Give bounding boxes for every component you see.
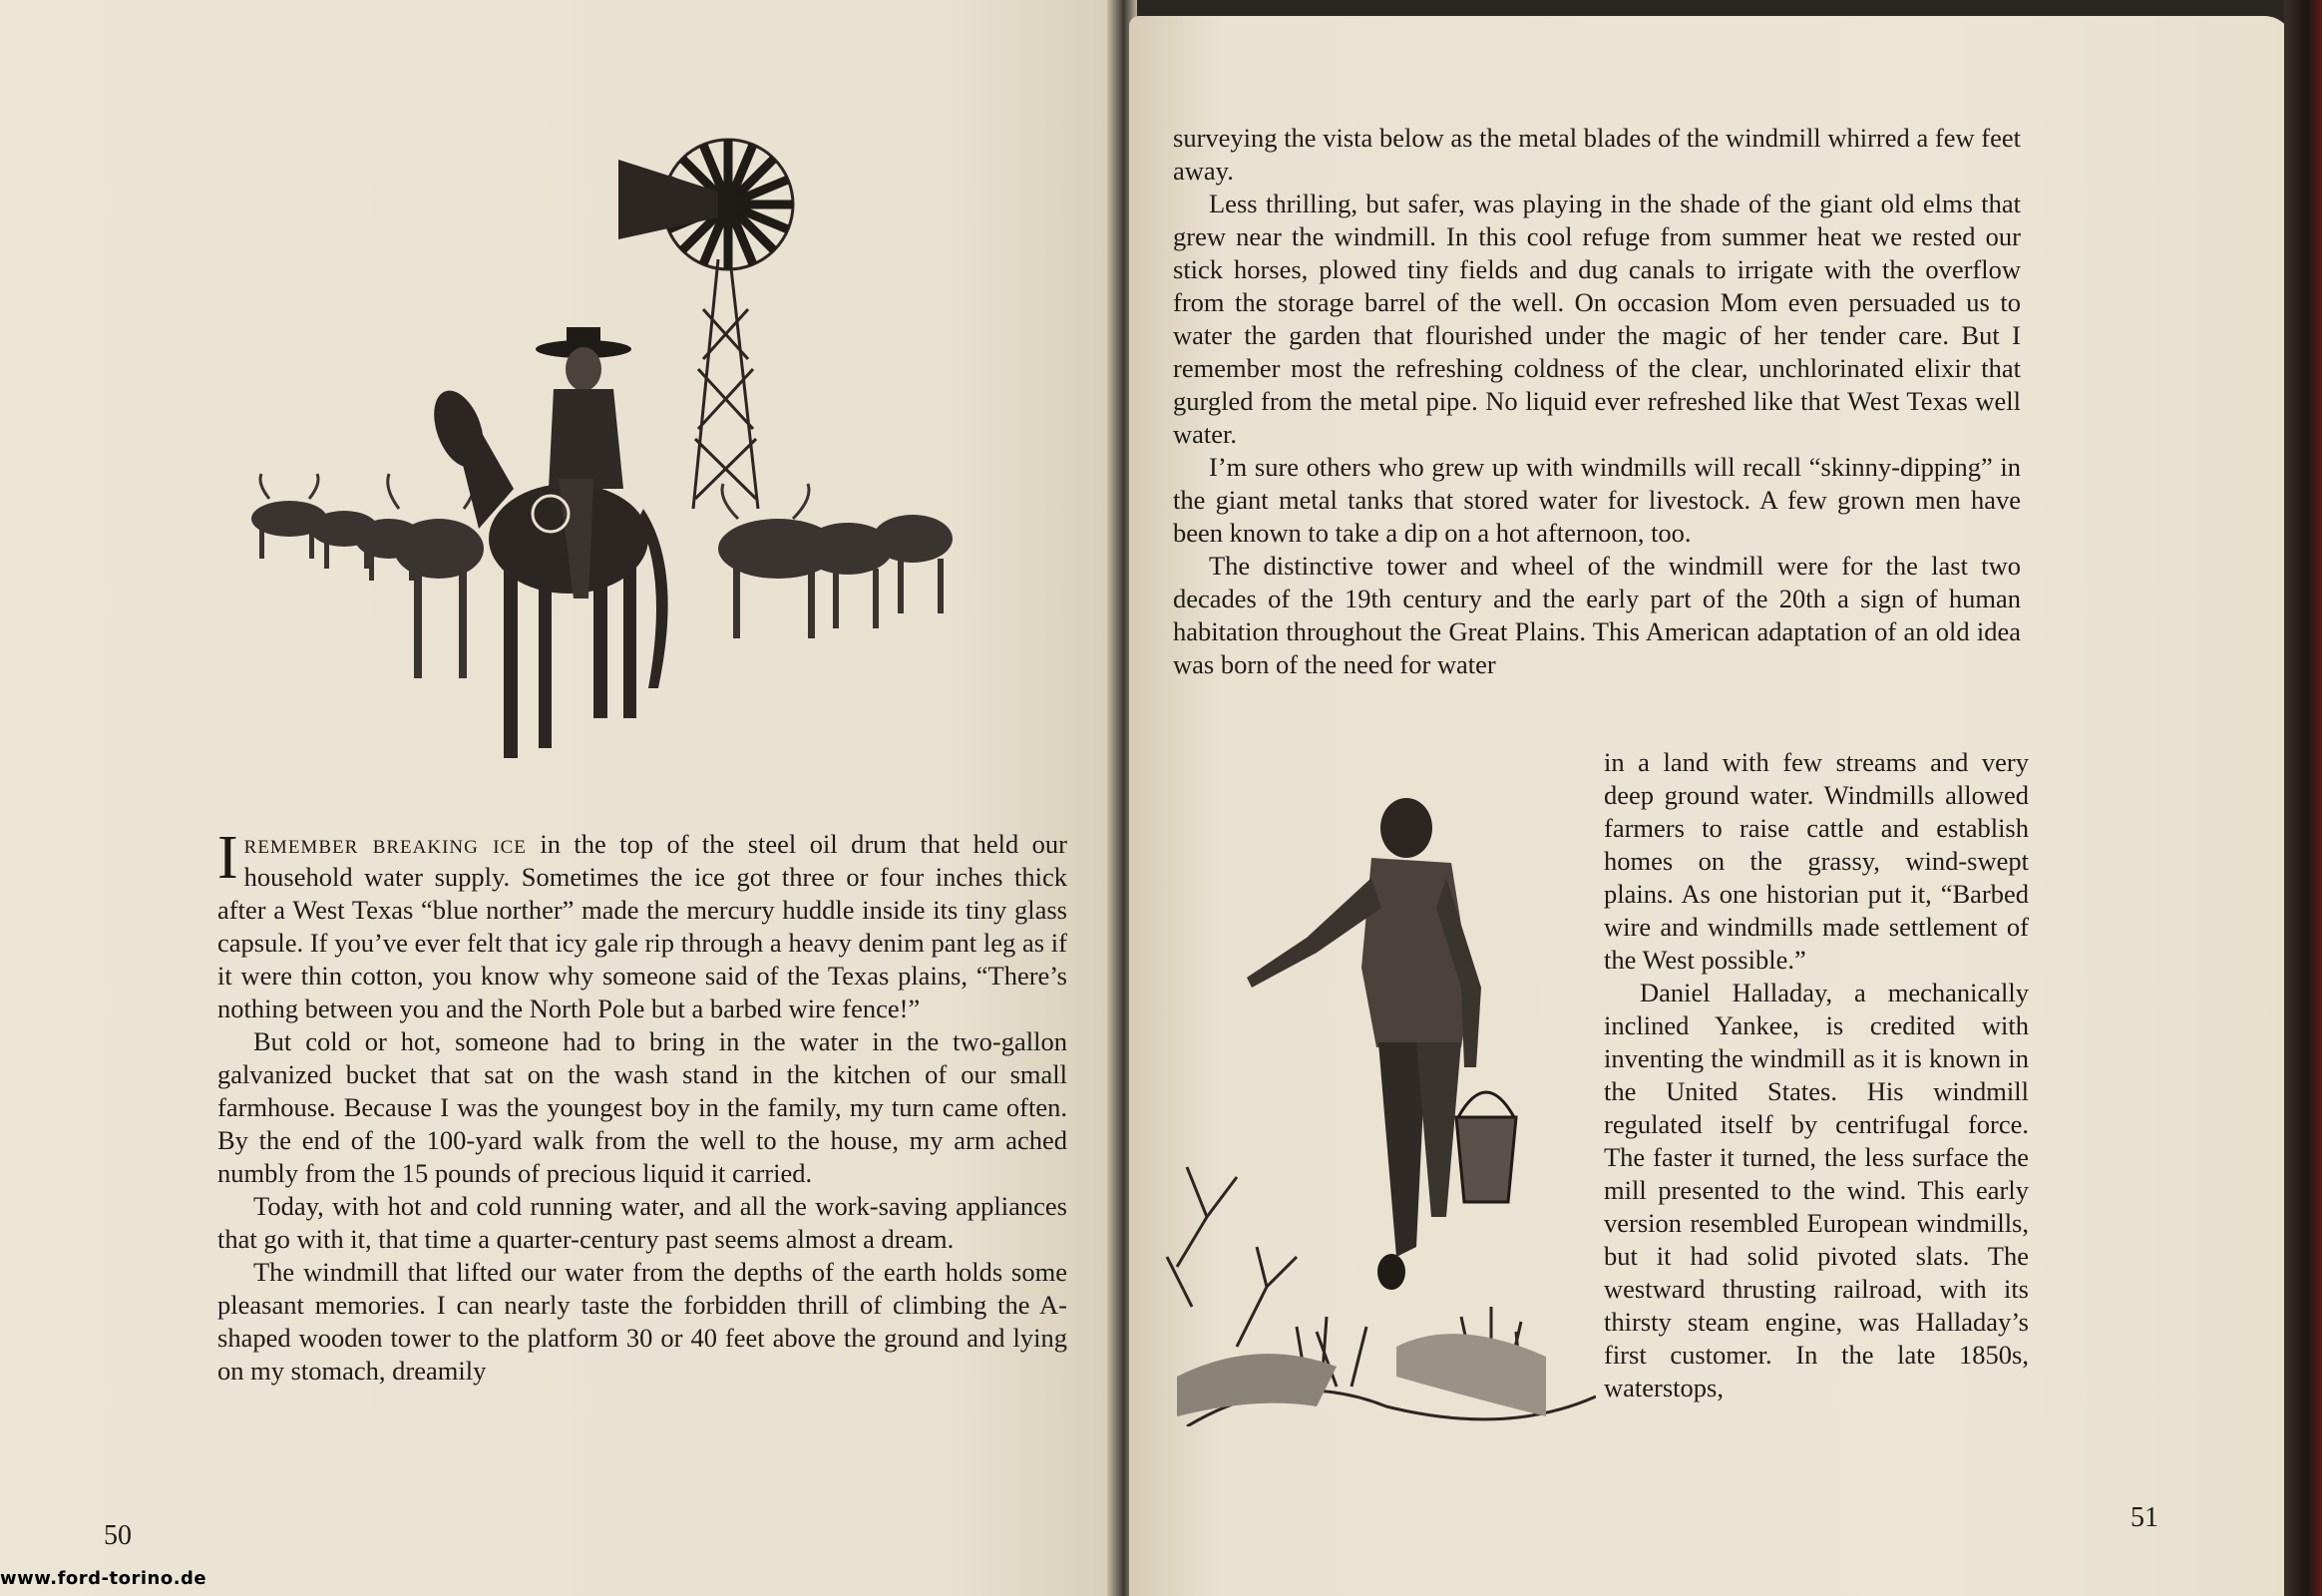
body-paragraph: The distinctive tower and wheel of the windmill were for the last two decades of the 19th century and the early part of the 20th a sign of human habitation throughout the Great Plains. This American adaptation of an old idea was born of the need for water <box>1173 551 2021 679</box>
left-page-text <box>217 824 1067 1388</box>
body-paragraph: Less thrilling, but safer, was playing in the shade of the giant old elms that grew near the windmill. In this cool refuge from summer heat we rested our stick horses, plowed tiny fields and dug canals to irrigate with the overflow from the storage barrel of the well. On occasion Mom even persuaded us to water the garden that flourished under the magic of her tender care. But I remember most the refreshing coldness of the clear, unchlorinated elixir that gurgled from the metal pipe. No liquid ever refreshed like that West Texas well water. <box>1173 189 2021 449</box>
bucket-icon <box>1456 1092 1516 1202</box>
opening-paragraph-rest: in the top of the steel oil drum that held our household water supply. Sometimes the ice got three or four inches thick after a West Texas “blue norther” made the mercury huddle inside its tiny glass capsule. If you’ve ever felt that icy gale rip through a heavy denim pant leg as if it were thin cotton, you know why someone said of the Texas plains, “There’s nothing between you and the North Pole but a barbed wire fence!” <box>217 829 1067 1023</box>
boy-with-bucket-illustration <box>1147 788 1596 1426</box>
watermark-url: www.ford-torino.de <box>0 1568 207 1589</box>
right-page-top-text <box>1173 122 2021 681</box>
page-number-left: 50 <box>104 1520 132 1551</box>
windmill-wheel <box>618 140 793 269</box>
body-paragraph: I’m sure others who grew up with windmills will recall “skinny-dipping” in the giant metal tanks that stored water for livestock. A few grown men have been known to take a dip on a hot afternoon, too. <box>1173 452 2021 548</box>
cowboy-windmill-illustration <box>249 130 987 798</box>
boy-figure <box>1247 798 1481 1290</box>
book-edge <box>2284 0 2322 1596</box>
body-paragraph: in a land with few streams and very deep ground water. Windmills allowed farmers to raise cattle and establish homes on the grassy, wind-swept plains. As one historian put it, “Barbed wire and windmills made settlement of the West possible.” <box>1604 747 2029 975</box>
small-caps-lead: remember breaking ice <box>243 829 527 859</box>
right-page-column-text <box>1604 746 2029 1404</box>
body-paragraph: But cold or hot, someone had to bring in the water in the two-gallon galvanized bucket that sat on the wash stand in the kitchen of our small farmhouse. Because I was the youngest boy in the family, my turn came often. By the end of the 100-yard walk from the well to the house, my arm ached numbly from the 15 pounds of precious liquid it carried. <box>217 1026 1067 1188</box>
body-paragraph: Today, with hot and cold running water, and all the work-saving appliances that go with it, that time a quarter-century past seems almost a dream. <box>217 1191 1067 1254</box>
page-number-right: 51 <box>2130 1502 2158 1533</box>
body-paragraph: The windmill that lifted our water from the depths of the earth holds some pleasant memories. I can nearly taste the forbidden thrill of climbing the A-shaped wooden tower to the platform 30 or 40 feet above the ground and lying on my stomach, dreamily <box>217 1257 1067 1386</box>
opening-paragraph <box>217 824 1067 1025</box>
body-paragraph: Daniel Halladay, a mechanically inclined Yankee, is credited with inventing the windmill as it is known in the United States. His windmill regulated itself by centrifugal force. The faster it turned, the less surface the mill presented to the wind. This early version resembled European windmills, but it had solid pivoted slats. The westward thrusting railroad, with its thirsty steam engine, was Halladay’s first customer. In the late 1850s, waterstops, <box>1604 978 2029 1402</box>
windmill-tower <box>693 259 758 509</box>
drop-cap: I <box>217 824 238 892</box>
body-paragraph: surveying the vista below as the metal blades of the windmill whirred a few feet away. <box>1173 123 2021 186</box>
